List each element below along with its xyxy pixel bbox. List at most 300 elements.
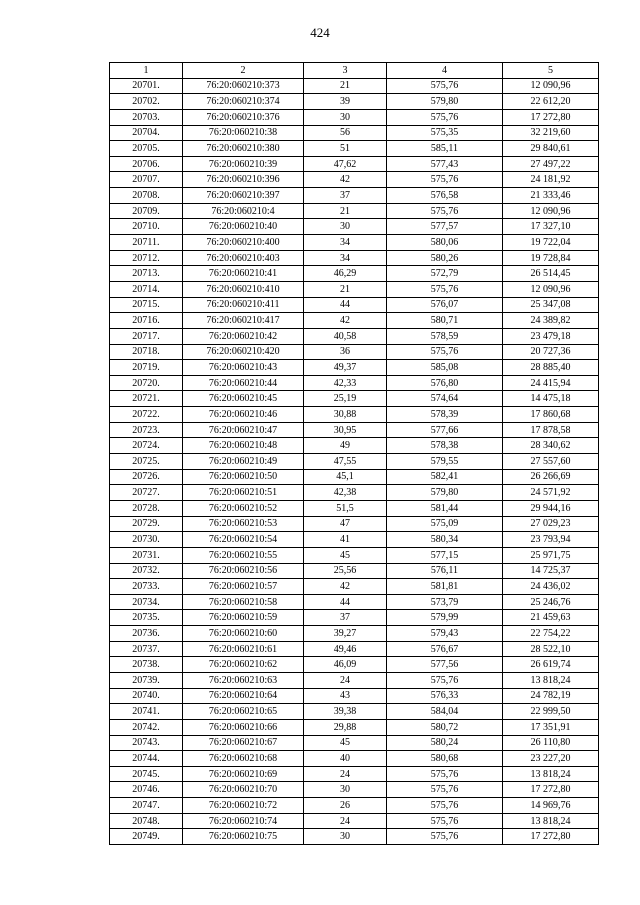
table-row xyxy=(110,688,599,704)
value-cell: 13 818,24 xyxy=(503,766,599,782)
area-cell: 37 xyxy=(304,610,387,626)
rate-cell: 580,34 xyxy=(387,532,503,548)
table-row xyxy=(110,438,599,454)
row-number-cell: 20705. xyxy=(110,141,183,157)
table-row xyxy=(110,422,599,438)
table-row xyxy=(110,172,599,188)
table-row xyxy=(110,532,599,548)
area-cell: 21 xyxy=(304,78,387,94)
rate-cell: 575,76 xyxy=(387,78,503,94)
row-number-cell: 20708. xyxy=(110,188,183,204)
cadastral-number-cell: 76:20:060210:400 xyxy=(183,235,304,251)
value-cell: 19 728,84 xyxy=(503,250,599,266)
value-cell: 27 029,23 xyxy=(503,516,599,532)
row-number-cell: 20734. xyxy=(110,594,183,610)
area-cell: 39,27 xyxy=(304,626,387,642)
row-number-cell: 20738. xyxy=(110,657,183,673)
row-number-cell: 20745. xyxy=(110,766,183,782)
area-cell: 29,88 xyxy=(304,719,387,735)
area-cell: 25,56 xyxy=(304,563,387,579)
table-row xyxy=(110,375,599,391)
rate-cell: 575,76 xyxy=(387,782,503,798)
table-row xyxy=(110,547,599,563)
cadastral-number-cell: 76:20:060210:48 xyxy=(183,438,304,454)
row-number-cell: 20720. xyxy=(110,375,183,391)
table-row xyxy=(110,360,599,376)
rate-cell: 579,43 xyxy=(387,626,503,642)
row-number-cell: 20704. xyxy=(110,125,183,141)
row-number-cell: 20706. xyxy=(110,156,183,172)
cadastral-number-cell: 76:20:060210:44 xyxy=(183,375,304,391)
area-cell: 49,37 xyxy=(304,360,387,376)
table-row xyxy=(110,109,599,125)
row-number-cell: 20707. xyxy=(110,172,183,188)
table-row xyxy=(110,516,599,532)
area-cell: 40,58 xyxy=(304,328,387,344)
area-cell: 42 xyxy=(304,313,387,329)
rate-cell: 575,76 xyxy=(387,829,503,845)
cadastral-number-cell: 76:20:060210:58 xyxy=(183,594,304,610)
column-header: 5 xyxy=(503,63,599,79)
cadastral-number-cell: 76:20:060210:39 xyxy=(183,156,304,172)
row-number-cell: 20735. xyxy=(110,610,183,626)
value-cell: 29 840,61 xyxy=(503,141,599,157)
area-cell: 37 xyxy=(304,188,387,204)
value-cell: 23 479,18 xyxy=(503,328,599,344)
area-cell: 49,46 xyxy=(304,641,387,657)
cadastral-number-cell: 76:20:060210:373 xyxy=(183,78,304,94)
area-cell: 42,33 xyxy=(304,375,387,391)
value-cell: 26 266,69 xyxy=(503,469,599,485)
column-header: 3 xyxy=(304,63,387,79)
cadastral-number-cell: 76:20:060210:396 xyxy=(183,172,304,188)
row-number-cell: 20727. xyxy=(110,485,183,501)
area-cell: 30 xyxy=(304,829,387,845)
row-number-cell: 20716. xyxy=(110,313,183,329)
cadastral-number-cell: 76:20:060210:38 xyxy=(183,125,304,141)
area-cell: 56 xyxy=(304,125,387,141)
cadastral-number-cell: 76:20:060210:72 xyxy=(183,798,304,814)
table-row xyxy=(110,485,599,501)
row-number-cell: 20731. xyxy=(110,547,183,563)
value-cell: 14 475,18 xyxy=(503,391,599,407)
value-cell: 19 722,04 xyxy=(503,235,599,251)
cadastral-number-cell: 76:20:060210:74 xyxy=(183,813,304,829)
cadastral-number-cell: 76:20:060210:70 xyxy=(183,782,304,798)
data-table xyxy=(109,62,599,845)
cadastral-number-cell: 76:20:060210:47 xyxy=(183,422,304,438)
value-cell: 24 415,94 xyxy=(503,375,599,391)
row-number-cell: 20729. xyxy=(110,516,183,532)
row-number-cell: 20717. xyxy=(110,328,183,344)
rate-cell: 576,07 xyxy=(387,297,503,313)
value-cell: 28 885,40 xyxy=(503,360,599,376)
table-row xyxy=(110,563,599,579)
table-row xyxy=(110,766,599,782)
table-body xyxy=(110,78,599,844)
area-cell: 30 xyxy=(304,109,387,125)
cadastral-number-cell: 76:20:060210:56 xyxy=(183,563,304,579)
cadastral-number-cell: 76:20:060210:50 xyxy=(183,469,304,485)
cadastral-number-cell: 76:20:060210:69 xyxy=(183,766,304,782)
rate-cell: 576,33 xyxy=(387,688,503,704)
cadastral-number-cell: 76:20:060210:46 xyxy=(183,407,304,423)
row-number-cell: 20732. xyxy=(110,563,183,579)
rate-cell: 585,11 xyxy=(387,141,503,157)
rate-cell: 576,11 xyxy=(387,563,503,579)
row-number-cell: 20723. xyxy=(110,422,183,438)
row-number-cell: 20725. xyxy=(110,454,183,470)
area-cell: 40 xyxy=(304,751,387,767)
table-row xyxy=(110,657,599,673)
cadastral-number-cell: 76:20:060210:68 xyxy=(183,751,304,767)
table-row xyxy=(110,782,599,798)
row-number-cell: 20711. xyxy=(110,235,183,251)
area-cell: 30,95 xyxy=(304,422,387,438)
cadastral-number-cell: 76:20:060210:54 xyxy=(183,532,304,548)
table-row xyxy=(110,829,599,845)
row-number-cell: 20742. xyxy=(110,719,183,735)
value-cell: 27 497,22 xyxy=(503,156,599,172)
area-cell: 47,62 xyxy=(304,156,387,172)
rate-cell: 575,76 xyxy=(387,281,503,297)
area-cell: 30 xyxy=(304,782,387,798)
value-cell: 12 090,96 xyxy=(503,281,599,297)
cadastral-number-cell: 76:20:060210:403 xyxy=(183,250,304,266)
table-row xyxy=(110,78,599,94)
row-number-cell: 20728. xyxy=(110,500,183,516)
table-row xyxy=(110,313,599,329)
area-cell: 43 xyxy=(304,688,387,704)
value-cell: 24 782,19 xyxy=(503,688,599,704)
value-cell: 22 999,50 xyxy=(503,704,599,720)
cadastral-number-cell: 76:20:060210:417 xyxy=(183,313,304,329)
value-cell: 25 971,75 xyxy=(503,547,599,563)
rate-cell: 575,09 xyxy=(387,516,503,532)
row-number-cell: 20701. xyxy=(110,78,183,94)
row-number-cell: 20730. xyxy=(110,532,183,548)
row-number-cell: 20737. xyxy=(110,641,183,657)
column-header: 4 xyxy=(387,63,503,79)
cadastral-number-cell: 76:20:060210:57 xyxy=(183,579,304,595)
rate-cell: 575,76 xyxy=(387,798,503,814)
area-cell: 44 xyxy=(304,594,387,610)
row-number-cell: 20741. xyxy=(110,704,183,720)
row-number-cell: 20703. xyxy=(110,109,183,125)
rate-cell: 574,64 xyxy=(387,391,503,407)
table-row xyxy=(110,203,599,219)
row-number-cell: 20736. xyxy=(110,626,183,642)
table-row xyxy=(110,469,599,485)
cadastral-number-cell: 76:20:060210:420 xyxy=(183,344,304,360)
value-cell: 32 219,60 xyxy=(503,125,599,141)
rate-cell: 584,04 xyxy=(387,704,503,720)
value-cell: 20 727,36 xyxy=(503,344,599,360)
cadastral-number-cell: 76:20:060210:376 xyxy=(183,109,304,125)
value-cell: 25 246,76 xyxy=(503,594,599,610)
rate-cell: 576,58 xyxy=(387,188,503,204)
cadastral-number-cell: 76:20:060210:4 xyxy=(183,203,304,219)
area-cell: 45,1 xyxy=(304,469,387,485)
rate-cell: 578,38 xyxy=(387,438,503,454)
row-number-cell: 20712. xyxy=(110,250,183,266)
area-cell: 45 xyxy=(304,547,387,563)
area-cell: 47 xyxy=(304,516,387,532)
row-number-cell: 20721. xyxy=(110,391,183,407)
table-row xyxy=(110,250,599,266)
value-cell: 13 818,24 xyxy=(503,813,599,829)
row-number-cell: 20719. xyxy=(110,360,183,376)
table-row xyxy=(110,500,599,516)
page-number: 424 xyxy=(310,25,330,40)
cadastral-number-cell: 76:20:060210:49 xyxy=(183,454,304,470)
cadastral-number-cell: 76:20:060210:410 xyxy=(183,281,304,297)
area-cell: 30,88 xyxy=(304,407,387,423)
rate-cell: 575,76 xyxy=(387,766,503,782)
value-cell: 14 969,76 xyxy=(503,798,599,814)
cadastral-number-cell: 76:20:060210:66 xyxy=(183,719,304,735)
value-cell: 22 754,22 xyxy=(503,626,599,642)
table-row xyxy=(110,188,599,204)
row-number-cell: 20744. xyxy=(110,751,183,767)
rate-cell: 575,35 xyxy=(387,125,503,141)
table-row xyxy=(110,610,599,626)
area-cell: 30 xyxy=(304,219,387,235)
rate-cell: 575,76 xyxy=(387,344,503,360)
area-cell: 42 xyxy=(304,172,387,188)
table-row xyxy=(110,125,599,141)
rate-cell: 577,56 xyxy=(387,657,503,673)
value-cell: 24 436,02 xyxy=(503,579,599,595)
table-row xyxy=(110,813,599,829)
area-cell: 36 xyxy=(304,344,387,360)
value-cell: 14 725,37 xyxy=(503,563,599,579)
rate-cell: 573,79 xyxy=(387,594,503,610)
row-number-cell: 20715. xyxy=(110,297,183,313)
table-row xyxy=(110,391,599,407)
rate-cell: 577,57 xyxy=(387,219,503,235)
area-cell: 24 xyxy=(304,672,387,688)
table-row xyxy=(110,626,599,642)
area-cell: 24 xyxy=(304,813,387,829)
area-cell: 24 xyxy=(304,766,387,782)
rate-cell: 581,44 xyxy=(387,500,503,516)
area-cell: 34 xyxy=(304,250,387,266)
value-cell: 21 333,46 xyxy=(503,188,599,204)
cadastral-number-cell: 76:20:060210:67 xyxy=(183,735,304,751)
rate-cell: 575,76 xyxy=(387,109,503,125)
table-row xyxy=(110,672,599,688)
row-number-cell: 20740. xyxy=(110,688,183,704)
rate-cell: 580,72 xyxy=(387,719,503,735)
value-cell: 26 514,45 xyxy=(503,266,599,282)
rate-cell: 575,76 xyxy=(387,672,503,688)
cadastral-number-cell: 76:20:060210:62 xyxy=(183,657,304,673)
rate-cell: 575,76 xyxy=(387,813,503,829)
row-number-cell: 20709. xyxy=(110,203,183,219)
row-number-cell: 20702. xyxy=(110,94,183,110)
table-row xyxy=(110,281,599,297)
cadastral-number-cell: 76:20:060210:65 xyxy=(183,704,304,720)
table-row xyxy=(110,297,599,313)
row-number-cell: 20739. xyxy=(110,672,183,688)
table-row xyxy=(110,454,599,470)
row-number-cell: 20710. xyxy=(110,219,183,235)
value-cell: 23 227,20 xyxy=(503,751,599,767)
rate-cell: 580,06 xyxy=(387,235,503,251)
rate-cell: 585,08 xyxy=(387,360,503,376)
area-cell: 46,09 xyxy=(304,657,387,673)
area-cell: 44 xyxy=(304,297,387,313)
row-number-cell: 20746. xyxy=(110,782,183,798)
cadastral-number-cell: 76:20:060210:51 xyxy=(183,485,304,501)
cadastral-number-cell: 76:20:060210:61 xyxy=(183,641,304,657)
value-cell: 28 522,10 xyxy=(503,641,599,657)
rate-cell: 577,15 xyxy=(387,547,503,563)
rate-cell: 580,24 xyxy=(387,735,503,751)
cadastral-number-cell: 76:20:060210:374 xyxy=(183,94,304,110)
cadastral-number-cell: 76:20:060210:43 xyxy=(183,360,304,376)
value-cell: 12 090,96 xyxy=(503,78,599,94)
value-cell: 29 944,16 xyxy=(503,500,599,516)
row-number-cell: 20722. xyxy=(110,407,183,423)
cadastral-number-cell: 76:20:060210:52 xyxy=(183,500,304,516)
cadastral-number-cell: 76:20:060210:40 xyxy=(183,219,304,235)
value-cell: 17 272,80 xyxy=(503,829,599,845)
cadastral-number-cell: 76:20:060210:63 xyxy=(183,672,304,688)
cadastral-number-cell: 76:20:060210:55 xyxy=(183,547,304,563)
table-header-row xyxy=(110,63,599,79)
area-cell: 47,55 xyxy=(304,454,387,470)
area-cell: 21 xyxy=(304,281,387,297)
rate-cell: 578,59 xyxy=(387,328,503,344)
value-cell: 17 272,80 xyxy=(503,109,599,125)
cadastral-number-cell: 76:20:060210:59 xyxy=(183,610,304,626)
area-cell: 39 xyxy=(304,94,387,110)
table-row xyxy=(110,94,599,110)
column-header: 1 xyxy=(110,63,183,79)
value-cell: 26 110,80 xyxy=(503,735,599,751)
rate-cell: 581,81 xyxy=(387,579,503,595)
value-cell: 28 340,62 xyxy=(503,438,599,454)
value-cell: 24 181,92 xyxy=(503,172,599,188)
row-number-cell: 20747. xyxy=(110,798,183,814)
area-cell: 25,19 xyxy=(304,391,387,407)
table-row xyxy=(110,328,599,344)
rate-cell: 580,26 xyxy=(387,250,503,266)
area-cell: 51,5 xyxy=(304,500,387,516)
cadastral-number-cell: 76:20:060210:75 xyxy=(183,829,304,845)
area-cell: 42,38 xyxy=(304,485,387,501)
value-cell: 24 389,82 xyxy=(503,313,599,329)
rate-cell: 579,80 xyxy=(387,94,503,110)
rate-cell: 575,76 xyxy=(387,172,503,188)
table-row xyxy=(110,156,599,172)
column-header: 2 xyxy=(183,63,304,79)
value-cell: 23 793,94 xyxy=(503,532,599,548)
cadastral-number-cell: 76:20:060210:53 xyxy=(183,516,304,532)
value-cell: 27 557,60 xyxy=(503,454,599,470)
row-number-cell: 20713. xyxy=(110,266,183,282)
area-cell: 26 xyxy=(304,798,387,814)
table-row xyxy=(110,407,599,423)
rate-cell: 580,71 xyxy=(387,313,503,329)
row-number-cell: 20726. xyxy=(110,469,183,485)
rate-cell: 579,55 xyxy=(387,454,503,470)
rate-cell: 579,99 xyxy=(387,610,503,626)
rate-cell: 579,80 xyxy=(387,485,503,501)
row-number-cell: 20748. xyxy=(110,813,183,829)
table-row xyxy=(110,141,599,157)
cadastral-number-cell: 76:20:060210:41 xyxy=(183,266,304,282)
table-row xyxy=(110,266,599,282)
cadastral-number-cell: 76:20:060210:45 xyxy=(183,391,304,407)
rate-cell: 580,68 xyxy=(387,751,503,767)
cadastral-number-cell: 76:20:060210:64 xyxy=(183,688,304,704)
cadastral-number-cell: 76:20:060210:411 xyxy=(183,297,304,313)
cadastral-number-cell: 76:20:060210:397 xyxy=(183,188,304,204)
rate-cell: 582,41 xyxy=(387,469,503,485)
table-row xyxy=(110,235,599,251)
value-cell: 17 351,91 xyxy=(503,719,599,735)
rate-cell: 578,39 xyxy=(387,407,503,423)
table-row xyxy=(110,735,599,751)
table-row xyxy=(110,704,599,720)
area-cell: 51 xyxy=(304,141,387,157)
value-cell: 21 459,63 xyxy=(503,610,599,626)
area-cell: 34 xyxy=(304,235,387,251)
table-row xyxy=(110,798,599,814)
row-number-cell: 20724. xyxy=(110,438,183,454)
area-cell: 42 xyxy=(304,579,387,595)
table-row xyxy=(110,641,599,657)
value-cell: 26 619,74 xyxy=(503,657,599,673)
area-cell: 21 xyxy=(304,203,387,219)
rate-cell: 577,43 xyxy=(387,156,503,172)
row-number-cell: 20743. xyxy=(110,735,183,751)
area-cell: 46,29 xyxy=(304,266,387,282)
table-row xyxy=(110,219,599,235)
cadastral-number-cell: 76:20:060210:42 xyxy=(183,328,304,344)
value-cell: 12 090,96 xyxy=(503,203,599,219)
value-cell: 13 818,24 xyxy=(503,672,599,688)
rate-cell: 575,76 xyxy=(387,203,503,219)
rate-cell: 576,80 xyxy=(387,375,503,391)
row-number-cell: 20749. xyxy=(110,829,183,845)
value-cell: 25 347,08 xyxy=(503,297,599,313)
value-cell: 17 272,80 xyxy=(503,782,599,798)
row-number-cell: 20718. xyxy=(110,344,183,360)
rate-cell: 572,79 xyxy=(387,266,503,282)
value-cell: 17 327,10 xyxy=(503,219,599,235)
value-cell: 24 571,92 xyxy=(503,485,599,501)
area-cell: 45 xyxy=(304,735,387,751)
table-row xyxy=(110,594,599,610)
table-row xyxy=(110,751,599,767)
row-number-cell: 20714. xyxy=(110,281,183,297)
rate-cell: 576,67 xyxy=(387,641,503,657)
table-row xyxy=(110,344,599,360)
value-cell: 17 860,68 xyxy=(503,407,599,423)
area-cell: 41 xyxy=(304,532,387,548)
table-row xyxy=(110,719,599,735)
area-cell: 49 xyxy=(304,438,387,454)
rate-cell: 577,66 xyxy=(387,422,503,438)
row-number-cell: 20733. xyxy=(110,579,183,595)
area-cell: 39,38 xyxy=(304,704,387,720)
cadastral-number-cell: 76:20:060210:380 xyxy=(183,141,304,157)
table-row xyxy=(110,579,599,595)
